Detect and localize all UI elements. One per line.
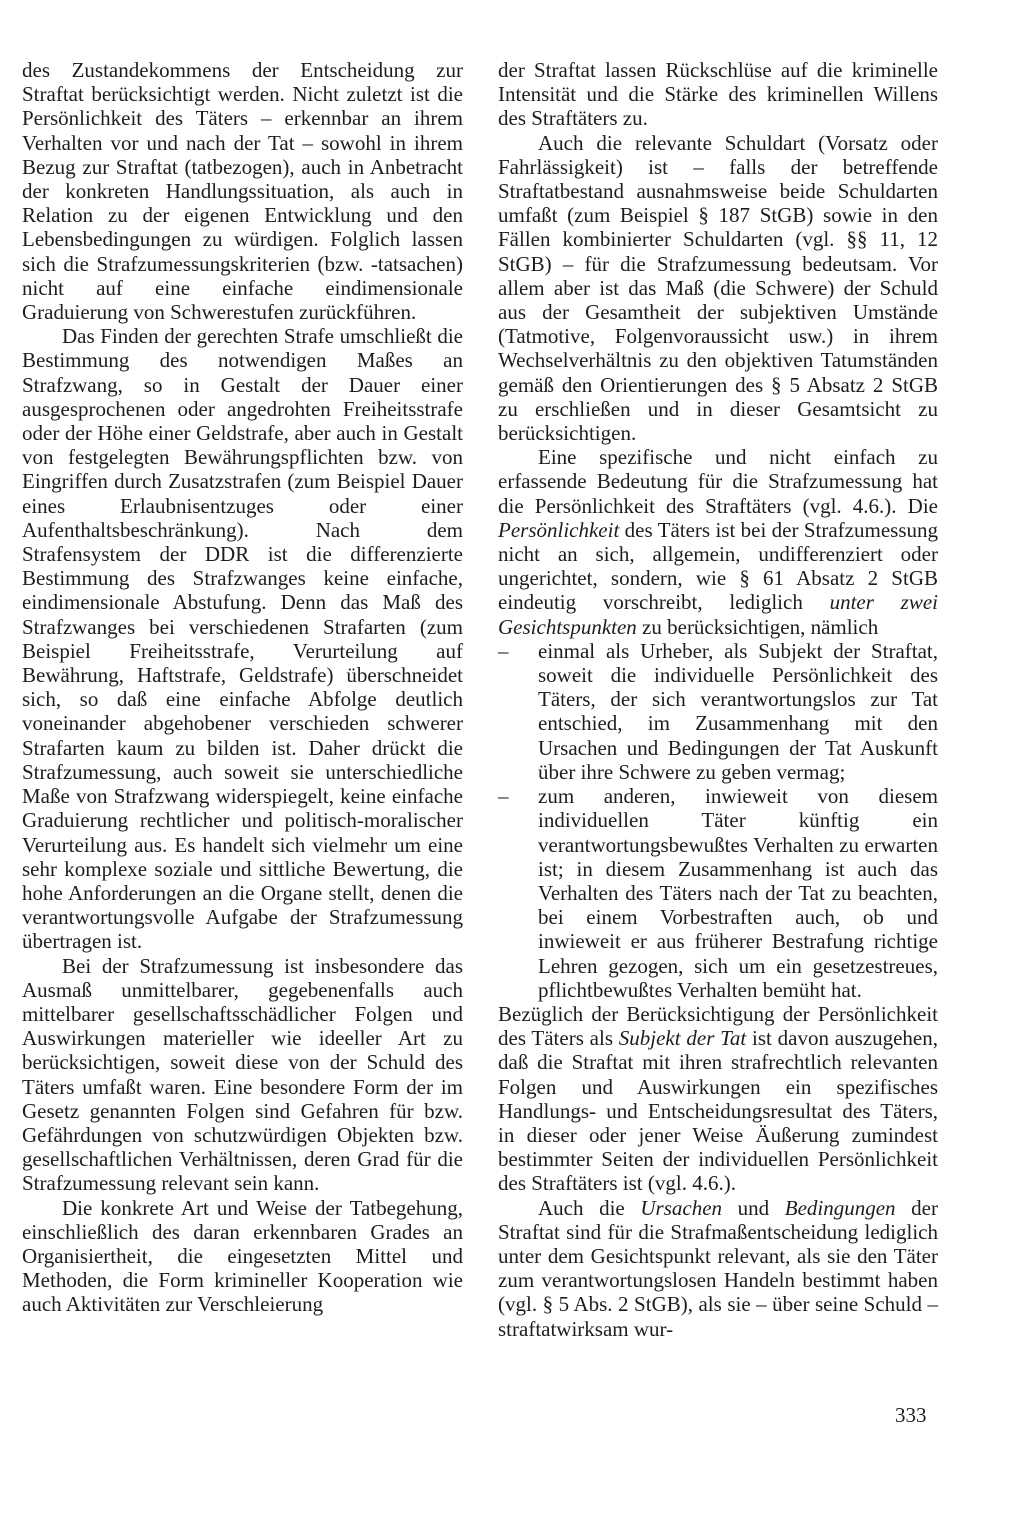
right-column-intro (498, 58, 938, 639)
text-run: der Straftat lassen Rückschlüse auf die kriminelle Intensität und die Stärke des kriminellen Willens des Straftäters zu. (498, 58, 938, 131)
dash-list-item (498, 784, 938, 1002)
italic-term: Subjekt der Tat (618, 1026, 747, 1051)
paragraph (498, 1002, 938, 1196)
italic-term: Ursachen (640, 1195, 723, 1220)
text-run: Bei der Strafzumessung ist insbesondere das Ausmaß unmittelbarer, gegebenenfalls auch mittelbarer gesellschaftsschädlicher Folgen und Auswirkungen materieller wie ideeller Art zu berücksichtigen, soweit diese von der Schuld des Täters umfaßt waren. Eine besondere Form der im Gesetz genannten Folgen sind Gefahren für bzw. Gefährdungen von schutzwürdigen Objekten bzw. gesellschaftlichen Verhältnissen, deren Grad für die Strafzumessung relevant sein kann. (22, 953, 463, 1196)
left-text-column (22, 58, 463, 1317)
text-run: zu berücksichtigen, nämlich (636, 614, 879, 639)
dash-bullet: – (498, 784, 509, 809)
text-run: Auch die relevante Schuldart (Vorsatz oder Fahrlässigkeit) ist – falls der betreffende Straftatbestand ausnahmsweise beide Schuldarten umfaßt (zum Beispiel § 187 StGB) sowie in den Fällen kombinierter Schuldarten (vgl. §§ 11, 12 StGB) – für die Strafzumessung bedeutsam. Vor allem aber ist das Maß (die Schwere) der Schuld aus der Gesamtheit der subjektiven Umstände (Tatmotive, Folgenvoraussicht usw.) in ihrem Wechselverhältnis zu den objektiven Tatumständen gemäß den Orientierungen des § 5 Absatz 2 StGB zu erschließen und in dieser Gesamtsicht zu berücksichtigen. (498, 130, 938, 446)
paragraph (498, 131, 938, 446)
paragraph (498, 1196, 938, 1341)
dash-list-item (498, 639, 938, 784)
text-run: ist davon auszugehen, daß die Straftat mit ihren strafrechtlich relevanten Folgen und Auswirkungen ein spezifisches Handlungs- und Entscheidungsresultat des Täters, in dieser oder jener Weise Äußerung zumindest bestimmter Seiten der individuellen Persönlichkeit des Straftäters ist (vgl. 4.6.). (498, 1026, 938, 1196)
paragraph (22, 954, 463, 1196)
text-run: des Zustandekommens der Entscheidung zur Straftat berücksichtigt werden. Nicht zuletzt ist die Persönlichkeit des Täters – erkennbar an ihrem Verhalten vor und nach der Tat – sowohl in ihrem Bezug zur Straftat (tatbezogen), auch in Anbetracht der konkreten Handlungssituation, als auch in Relation zu der eigenen Entwicklung und den Lebensbedingungen zu würdigen. Folglich lassen sich die Strafzumessungskriterien (bzw. -tatsachen) nicht auf eine einfache eindimensionale Graduierung von Schwerestufen zurückführen. (22, 58, 463, 325)
paragraph (22, 58, 463, 324)
list-item-text: einmal als Urheber, als Subjekt der Straftat, soweit die individuelle Persönlichkeit des Täters, der sich verantwortungslos zur Tat entschied, im Zusammenhang mit den Ursachen und Bedingungen der Tat Auskunft über ihre Schwere zu geben vermag; (538, 638, 938, 784)
paragraph (498, 445, 938, 639)
paragraph (22, 1196, 463, 1317)
text-run: Das Finden der gerechten Strafe umschließt die Bestimmung des notwendigen Maßes an Strafzwang, so in Gestalt der Dauer einer ausgesprochenen oder angedrohten Freiheitsstrafe oder der Höhe einer Geldstrafe, aber auch in Gestalt von festgelegten Bewährungspflichten bzw. von Eingriffen durch Zusatzstrafen (zum Beispiel Dauer eines Erlaubnisentzuges oder einer Aufenthaltsbeschränkung). Nach dem Strafensystem der DDR ist die differenzierte Bestimmung des Strafzwanges keine einfache, eindimensionale Abstufung. Denn das Maß des Strafzwanges bei verschiedenen Strafarten (zum Beispiel Freiheitsstrafe, Verurteilung auf Bewährung, Haftstrafe, Geldstrafe) überschneidet sich, so daß eine einfache Abfolge deutlich voneinander abgehobener verschieden schwerer Strafarten kaum zu bilden ist. Daher drückt die Strafzumessung, auch soweit sie unterschiedliche Maße von Strafzwang widerspiegelt, keine einfache Graduierung rechtlicher und politisch-moralischer Verurteilung aus. Es handelt sich vielmehr um eine sehr komplexe soziale und sittliche Bewertung, die hohe Anforderungen an die Organe stellt, denen die verantwortungsvolle Aufgabe der Strafzumessung übertragen ist. (22, 324, 463, 954)
right-column-outro (498, 1002, 938, 1341)
text-run: und (722, 1195, 785, 1220)
page-number: 333 (895, 1403, 927, 1427)
italic-term: Persönlichkeit (498, 517, 620, 542)
right-text-column (498, 58, 938, 1341)
text-run: Bezüglich der Berücksichtigung der Persönlichkeit des Täters als (498, 1001, 938, 1051)
paragraph (498, 58, 938, 131)
italic-term: Bedingungen (784, 1195, 896, 1220)
text-run: Die konkrete Art und Weise der Tatbegehung, einschließlich des daran erkennbaren Grades an Organisiertheit, die eingesetzten Mittel und Methoden, die Form krimineller Kooperation wie auch Aktivitäten zur Verschleierung (22, 1195, 463, 1317)
text-run: Eine spezifische und nicht einfach zu erfassende Bedeutung für die Strafzumessung hat die Persönlichkeit des Straftäters (vgl. 4.6.). Die (498, 445, 938, 518)
text-run: des Täters ist bei der Strafzumessung nicht an sich, allgemein, undifferenziert oder ungerichtet, sondern, wie § 61 Absatz 2 StGB eindeutig vorschreibt, lediglich (498, 517, 938, 615)
italic-term: unter zwei Gesichtspunkten (498, 590, 939, 639)
paragraph (22, 324, 463, 953)
text-run: der Straftat sind für die Strafmaßentscheidung lediglich unter dem Gesichtspunkt relevant, als sie den Täter zum verantwortungslosen Handeln bestimmt haben (vgl. § 5 Abs. 2 StGB), als sie – über seine Schuld – straftatwirksam wur- (498, 1195, 938, 1341)
list-item-text: zum anderen, inwieweit von diesem individuellen Täter künftig ein verantwortungsbewußtes Verhalten zu erwarten ist; in diesem Zusammenhang ist auch das Verhalten des Täters nach der Tat zu beachten, bei einem Vorbestraften auch, ob und inwieweit er aus früherer Bestrafung richtige Lehren gezogen, sich um ein gesetzestreues, pflichtbewußtes Verhalten bemüht hat. (538, 784, 938, 1002)
text-run: Auch die (538, 1195, 641, 1220)
dash-list (498, 639, 938, 1002)
dash-bullet: – (498, 638, 509, 663)
